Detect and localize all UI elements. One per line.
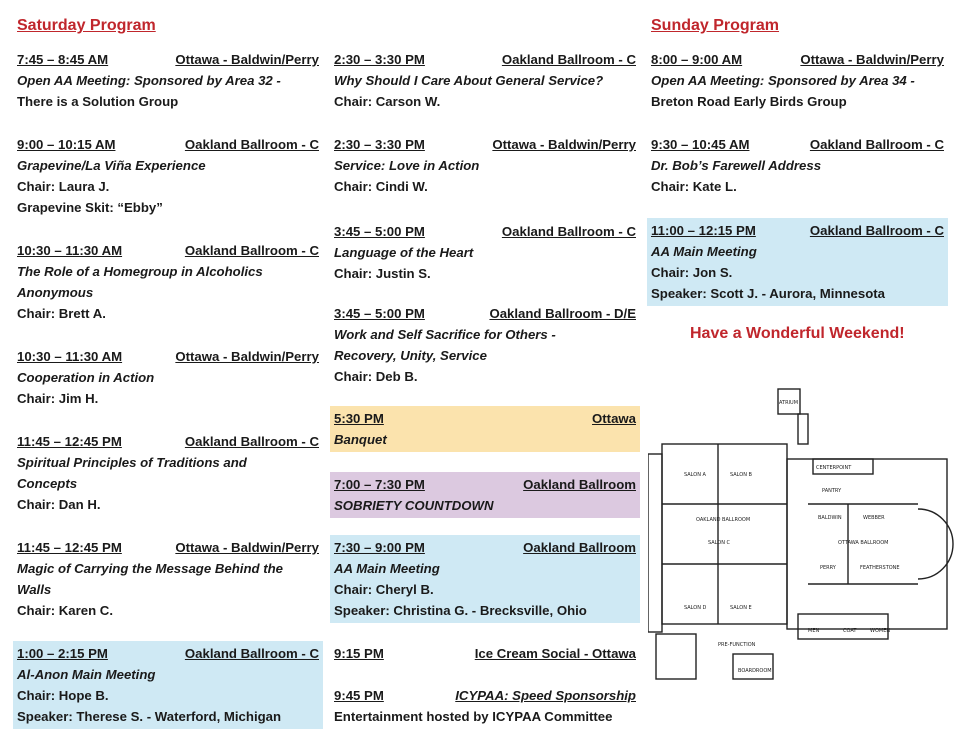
svg-text:ATRIUM: ATRIUM bbox=[779, 400, 799, 406]
event-sun-3-highlight: 11:00 – 12:15 PM Oakland Ballroom - C AA Main Meeting Chair: Jon S. Speaker: Scott J. - Aurora, Minnesota bbox=[647, 218, 948, 306]
event-sat-10: 3:45 – 5:00 PM Oakland Ballroom - C Language of the Heart Chair: Justin S. bbox=[334, 224, 636, 281]
svg-text:SALON C: SALON C bbox=[708, 540, 731, 546]
svg-text:CENTERPOINT: CENTERPOINT bbox=[816, 465, 852, 471]
event-sat-6: 11:45 – 12:45 PM Ottawa - Baldwin/Perry Magic of Carrying the Message Behind the Walls Chair: Karen C. bbox=[17, 540, 319, 618]
event-aa-main-highlight: 7:30 – 9:00 PM Oakland Ballroom AA Main Meeting Chair: Cheryl B. Speaker: Christina G. - Brecksville, Ohio bbox=[330, 535, 640, 623]
svg-text:MEN: MEN bbox=[808, 628, 820, 634]
svg-text:SALON E: SALON E bbox=[730, 605, 752, 611]
svg-text:SALON B: SALON B bbox=[730, 472, 752, 478]
svg-text:BALDWIN: BALDWIN bbox=[818, 515, 842, 521]
event-countdown-highlight: 7:00 – 7:30 PM Oakland Ballroom SOBRIETY COUNTDOWN bbox=[330, 472, 640, 518]
svg-text:SALON D: SALON D bbox=[684, 605, 707, 611]
svg-text:PERRY: PERRY bbox=[820, 565, 836, 571]
event-sat-8: 2:30 – 3:30 PM Oakland Ballroom - C Why Should I Care About General Service? Chair: Carson W. bbox=[334, 52, 636, 109]
event-sat-9: 2:30 – 3:30 PM Ottawa - Baldwin/Perry Service: Love in Action Chair: Cindi W. bbox=[334, 137, 636, 194]
event-speed-sponsorship: 9:45 PM ICYPAA: Speed Sponsorship Entertainment hosted by ICYPAA Committee bbox=[334, 688, 636, 724]
event-banquet-highlight: 5:30 PM Ottawa Banquet bbox=[330, 406, 640, 452]
event-sat-11: 3:45 – 5:00 PM Oakland Ballroom - D/E Work and Self Sacrifice for Others - Recovery, Unity, Service Chair: Deb B. bbox=[334, 306, 636, 384]
event-sat-3: 10:30 – 11:30 AM Oakland Ballroom - C The Role of a Homegroup in Alcoholics Anonymous Chair: Brett A. bbox=[17, 243, 319, 321]
svg-text:WEBBER: WEBBER bbox=[863, 515, 885, 521]
sunday-heading: Sunday Program bbox=[651, 17, 780, 34]
svg-text:PANTRY: PANTRY bbox=[822, 488, 842, 494]
svg-text:COAT: COAT bbox=[843, 628, 857, 634]
event-sat-2: 9:00 – 10:15 AM Oakland Ballroom - C Grapevine/La Viña Experience Chair: Laura J. Grapevine Skit: “Ebby” bbox=[17, 137, 319, 215]
svg-text:WOMEN: WOMEN bbox=[870, 628, 891, 634]
svg-text:OAKLAND BALLROOM: OAKLAND BALLROOM bbox=[696, 517, 751, 523]
event-sat-7-highlight: 1:00 – 2:15 PM Oakland Ballroom - C Al-Anon Main Meeting Chair: Hope B. Speaker: Therese S. - Waterford, Michigan bbox=[13, 641, 323, 729]
event-sat-4: 10:30 – 11:30 AM Ottawa - Baldwin/Perry Cooperation in Action Chair: Jim H. bbox=[17, 349, 319, 406]
event-ice-cream: 9:15 PM Ice Cream Social - Ottawa bbox=[334, 646, 636, 661]
event-sat-1: 7:45 – 8:45 AM Ottawa - Baldwin/Perry Open AA Meeting: Sponsored by Area 32 - There is a Solution Group bbox=[17, 52, 319, 109]
floor-plan-map bbox=[648, 384, 958, 684]
closing-message: Have a Wonderful Weekend! bbox=[690, 325, 905, 342]
event-sun-2: 9:30 – 10:45 AM Oakland Ballroom - C Dr. Bob’s Farewell Address Chair: Kate L. bbox=[651, 137, 944, 194]
svg-text:BOARDROOM: BOARDROOM bbox=[738, 668, 772, 674]
event-sun-1: 8:00 – 9:00 AM Ottawa - Baldwin/Perry Open AA Meeting: Sponsored by Area 34 - Breton Road Early Birds Group bbox=[651, 52, 944, 109]
svg-text:SALON A: SALON A bbox=[684, 472, 706, 478]
svg-text:FEATHERSTONE: FEATHERSTONE bbox=[860, 565, 900, 571]
saturday-heading: Saturday Program bbox=[17, 17, 156, 34]
event-sat-5: 11:45 – 12:45 PM Oakland Ballroom - C Spiritual Principles of Traditions and Concepts Chair: Dan H. bbox=[17, 434, 319, 512]
svg-text:OTTAWA BALLROOM: OTTAWA BALLROOM bbox=[838, 540, 889, 546]
svg-text:PRE-FUNCTION: PRE-FUNCTION bbox=[718, 642, 756, 648]
